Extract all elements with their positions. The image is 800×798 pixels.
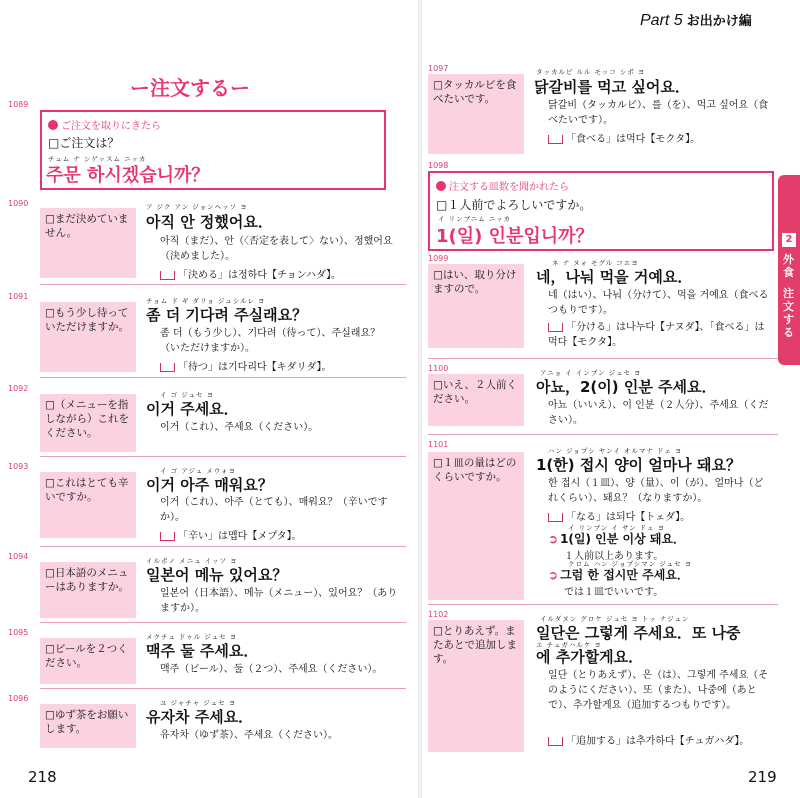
reading-ruby: アニョ イ インブン ジュセ ヨ — [540, 369, 642, 377]
reading-ruby: イルダヌン グロケ ジュセ ヨ トッ ナジュン — [540, 615, 690, 623]
korean-phrase: 일단은 그렇게 주세요．또 나중 — [536, 624, 741, 642]
entry-number: 1101 — [428, 440, 449, 449]
pacman-icon — [48, 120, 58, 130]
reading-ruby: イ リンブニム ニッカ — [438, 215, 512, 223]
gloss: 네（はい）、나눠（分けて）、먹을 거예요（食べるつもりです）。 — [548, 290, 769, 316]
japanese-phrase: □ これはとても辛いですか。 — [40, 472, 136, 538]
book-icon — [160, 532, 175, 541]
reading-ruby: イ ゴ アジュ メウォヨ — [160, 467, 237, 475]
japanese-phrase: □ とりあえず。またあとで追加します。 — [428, 620, 524, 752]
reading-ruby: ネ ナ ヌォ モグル コエヨ — [552, 259, 639, 267]
divider — [40, 622, 406, 623]
entry-number: 1102 — [428, 610, 449, 619]
korean-phrase: 네，나눠 먹을 거예요． — [536, 268, 693, 286]
pacman-icon — [436, 181, 446, 191]
entry-number: 1089 — [8, 100, 29, 109]
reading-ruby: エ チュガハルケ ヨ — [536, 641, 602, 649]
memo: 「なる」は되다【トェダ】。 — [548, 508, 690, 523]
entry-number: 1093 — [8, 462, 29, 471]
korean-phrase: 아직 안 정했어요． — [146, 213, 273, 231]
page-fold — [418, 0, 422, 798]
response-japanese: １人前以上あります。 — [564, 551, 664, 562]
gloss: 좀 더（もう少し）、기다려（待って）、주실래요？（いただけますか）。 — [160, 328, 381, 354]
tab-label-ordering: 注文する — [783, 287, 794, 339]
japanese-phrase: □ （メニューを指しながら）これをください。 — [40, 394, 136, 452]
korean-phrase: 좀 더 기다려 주실래요？ — [146, 306, 308, 324]
memo: 「追加する」は추가하다【チュガハダ】。 — [548, 732, 749, 747]
japanese-phrase: □ ゆず茶をお願いします。 — [40, 704, 136, 748]
reading-ruby: ハン ジョプシ ヤンイ オルマナ ドェ ヨ — [548, 447, 683, 455]
book-icon — [160, 271, 175, 280]
situation-label: 注文する皿数を聞かれたら — [436, 178, 569, 193]
divider — [40, 284, 406, 285]
reading-ruby: メクチュ ドゥル ジュセ ヨ — [146, 633, 238, 641]
korean-phrase: 이거 아주 매워요？ — [146, 476, 273, 494]
memo: 「決める」は정하다【チョンハダ】。 — [160, 266, 341, 281]
korean-phrase: 아뇨，2(이) 인분 주세요． — [536, 378, 717, 396]
tab-label-dining: 外食 — [783, 253, 794, 279]
page-number-right: 219 — [748, 768, 777, 786]
japanese-phrase: □ ビールを２つください。 — [40, 638, 136, 684]
entry-number: 1090 — [8, 199, 29, 208]
memo: 「食べる」は먹다【モクタ】。 — [548, 130, 700, 145]
book-icon — [548, 323, 563, 332]
entry-number: 1094 — [8, 552, 29, 561]
korean-phrase: 1(한) 접시 양이 얼마나 돼요？ — [536, 456, 741, 474]
japanese-phrase: □ 日本語のメニューはありますか。 — [40, 562, 136, 618]
entry-number: 1096 — [8, 694, 29, 703]
response-japanese: では１皿でいいです。 — [564, 587, 664, 598]
japanese-phrase: □ いえ、２人前ください。 — [428, 374, 524, 426]
gloss: 아직（まだ）、안（〈否定を表して〉ない）、정했어요（決めました）。 — [160, 236, 393, 262]
japanese-phrase: □ タッカルビを食べたいです。 — [428, 74, 524, 154]
reading-ruby: イルボノ メニュ イッソ ヨ — [146, 557, 238, 565]
book-icon — [548, 737, 563, 746]
book-icon — [548, 135, 563, 144]
arrow-icon: ➲ — [548, 532, 559, 546]
korean-phrase: 맥주 둘 주세요． — [146, 642, 259, 660]
entry-number: 1092 — [8, 384, 29, 393]
japanese-phrase: □ まだ決めていません。 — [40, 208, 136, 278]
response-korean: ➲ 1(일) 인분 이상 돼요． — [548, 532, 686, 546]
reading-ruby: ア ジク アン ジョンヘッソ ヨ — [146, 203, 248, 211]
korean-phrase: 유자차 주세요． — [146, 708, 254, 726]
gloss: 한 접시（１皿）、양（量）、이（が）、얼마나（どれくらい）、돼요？（なりますか）。 — [548, 478, 764, 504]
reading-ruby: イ ゴ ジュセ ヨ — [160, 391, 215, 399]
part-section: お出かけ編 — [686, 14, 752, 29]
gloss: 일본어（日本語）、메뉴（メニュー）、있어요？（ありますか）。 — [160, 588, 398, 614]
japanese-phrase: □ １皿の量はどのくらいですか。 — [428, 452, 524, 600]
japanese-phrase: □ はい、取り分けますので。 — [428, 264, 524, 348]
japanese-phrase: □ もう少し待っていただけますか。 — [40, 302, 136, 372]
gloss: 유자차（ゆず茶）、주세요（ください）。 — [160, 730, 338, 741]
korean-phrase: 닭갈비를 먹고 싶어요． — [534, 78, 690, 96]
divider — [40, 688, 406, 689]
reading-ruby: タッカルビ ルル モッコ シポ ヨ — [536, 68, 646, 76]
gloss: 맥주（ビール）、둘（２つ）、주세요（ください）。 — [160, 664, 383, 675]
divider — [428, 358, 778, 359]
korean-phrase: 에 추가할게요． — [536, 648, 644, 666]
arrow-icon: ➲ — [548, 568, 559, 582]
entry-number: 1099 — [428, 254, 449, 263]
japanese-phrase: □ご注文は？ — [48, 136, 120, 150]
divider — [428, 604, 778, 605]
korean-phrase: 이거 주세요． — [146, 400, 239, 418]
divider — [40, 377, 406, 378]
gloss: 이거（これ）、아주（とても）、매워요？（辛いですか）。 — [160, 497, 388, 523]
reading-ruby: チョム ド ギ ダリョ ジュシルレ ヨ — [146, 297, 266, 305]
section-title: ー注文するー — [130, 76, 250, 100]
page-number-left: 218 — [28, 768, 57, 786]
book-icon — [160, 363, 175, 372]
entry-number: 1098 — [428, 161, 449, 170]
reading-ruby: チュム ナ シゲッスム ニッカ — [48, 155, 147, 163]
reading-ruby: クロム ハン ジョプシマン ジュセ ヨ — [568, 560, 693, 568]
side-tab — [778, 175, 800, 365]
korean-phrase: 1(일) 인분입니까？ — [436, 226, 594, 247]
entry-number: 1091 — [8, 292, 29, 301]
korean-phrase: 일본어 메뉴 있어요？ — [146, 566, 288, 584]
entry-number: 1097 — [428, 64, 449, 73]
gloss: 이거（これ）、주세요（ください）。 — [160, 422, 319, 433]
book-icon — [548, 513, 563, 522]
gloss: 아뇨（いいえ）、이 인분（２人分）、주세요（ください）。 — [548, 400, 769, 426]
japanese-phrase: □１人前でよろしいですか。 — [436, 198, 592, 212]
situation-label: ご注文を取りにきたら — [48, 117, 161, 132]
divider — [40, 546, 406, 547]
tab-number: 2 — [782, 233, 796, 247]
gloss: 일단（とりあえず）、은（は）、그렇게 주세요（そのようにください）、또（また）、나중에（あとで）、추가할게요（追加するつもりです）。 — [548, 670, 769, 711]
reading-ruby: イ リンブン イ サン ドェ ヨ — [568, 524, 666, 532]
entry-number: 1100 — [428, 364, 449, 373]
response-korean: ➲ 그럼 한 접시만 주세요． — [548, 568, 689, 582]
divider — [428, 434, 778, 435]
divider — [40, 456, 406, 457]
reading-ruby: ユ ジャチャ ジュセ ヨ — [160, 699, 237, 707]
korean-phrase: 주문 하시겠습니까？ — [46, 165, 210, 186]
entry-number: 1095 — [8, 628, 29, 637]
memo: 「分ける」は나누다【ナヌダ】、「食べる」は먹다【モクタ】。 — [548, 322, 765, 348]
part-label: Part 5 — [640, 12, 683, 29]
memo: 「辛い」は맵다【メプタ】。 — [160, 527, 302, 542]
gloss: 닭갈비（タッカルビ）、를（を）、먹고 싶어요（食べたいです）。 — [548, 100, 769, 126]
memo: 「待つ」は기다리다【キダリダ】。 — [160, 358, 332, 373]
running-header — [640, 10, 752, 30]
